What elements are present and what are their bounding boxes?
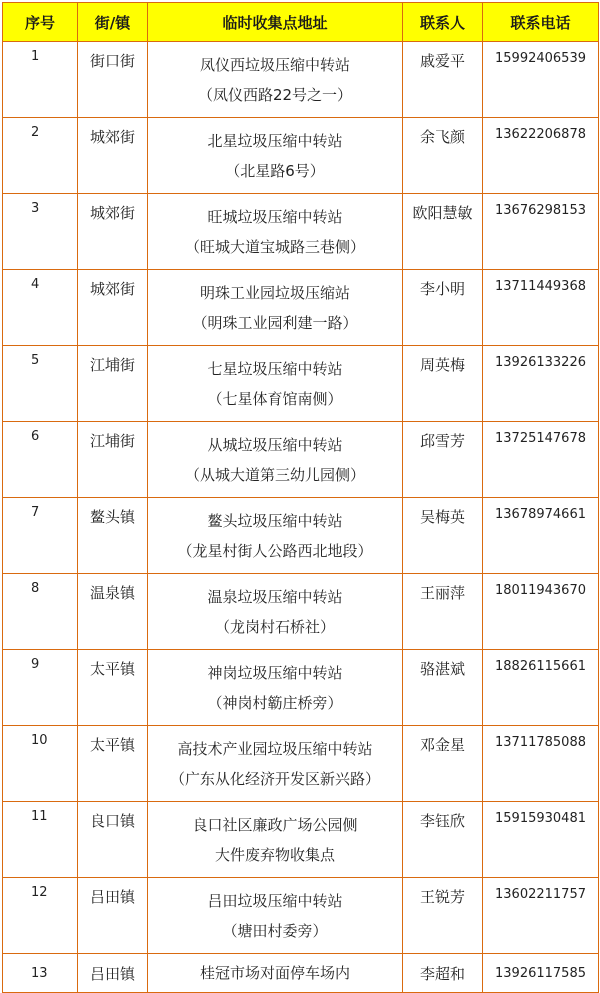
table-row (3, 42, 599, 118)
cell-address (148, 878, 403, 954)
cell-person: 余飞颜 (403, 118, 483, 194)
table-row (3, 726, 599, 802)
cell-person: 周英梅 (403, 346, 483, 422)
cell-address (148, 726, 403, 802)
cell-phone: 13711449368 (483, 270, 599, 346)
address-detail: （七星体育馆南侧） (207, 389, 343, 408)
cell-phone: 13926133226 (483, 346, 599, 422)
address-detail: （凤仪西路22号之一） (197, 85, 353, 104)
cell-address (148, 42, 403, 118)
address-name: 高技术产业园垃圾压缩中转站 (177, 739, 373, 758)
cell-person: 李超和 (403, 954, 483, 993)
cell-phone: 13711785088 (483, 726, 599, 802)
cell-idx: 12 (3, 878, 78, 954)
cell-idx: 13 (3, 954, 78, 993)
address-detail: 大件废弃物收集点 (214, 845, 335, 864)
cell-address (148, 270, 403, 346)
header-address: 临时收集点地址 (148, 3, 403, 42)
cell-phone: 18011943670 (483, 574, 599, 650)
cell-idx: 2 (3, 118, 78, 194)
table-row (3, 422, 599, 498)
cell-address (148, 498, 403, 574)
cell-phone: 13622206878 (483, 118, 599, 194)
collection-point-table (2, 2, 599, 993)
cell-street: 良口镇 (78, 802, 148, 878)
address-name: 吕田垃圾压缩中转站 (207, 891, 343, 910)
cell-address (148, 650, 403, 726)
header-phone: 联系电话 (483, 3, 599, 42)
address-name: 桂冠市场对面停车场内 (199, 964, 350, 982)
cell-street: 吕田镇 (78, 954, 148, 993)
table-row (3, 118, 599, 194)
address-detail: （神岗村簕庄桥旁） (207, 693, 343, 712)
cell-idx: 1 (3, 42, 78, 118)
cell-street: 鳌头镇 (78, 498, 148, 574)
cell-person: 邱雪芳 (403, 422, 483, 498)
cell-street: 城郊街 (78, 118, 148, 194)
address-name: 七星垃圾压缩中转站 (207, 359, 343, 378)
table-row (3, 574, 599, 650)
cell-phone: 13725147678 (483, 422, 599, 498)
cell-idx: 6 (3, 422, 78, 498)
cell-address (148, 422, 403, 498)
address-name: 从城垃圾压缩中转站 (207, 435, 343, 454)
table-row (3, 802, 599, 878)
cell-street: 街口街 (78, 42, 148, 118)
address-detail: （明珠工业园利建一路） (192, 313, 358, 332)
cell-phone: 13676298153 (483, 194, 599, 270)
header-person: 联系人 (403, 3, 483, 42)
cell-idx: 3 (3, 194, 78, 270)
cell-address (148, 574, 403, 650)
cell-idx: 4 (3, 270, 78, 346)
address-detail: （从城大道第三幼儿园侧） (184, 465, 365, 484)
cell-person: 李小明 (403, 270, 483, 346)
cell-person: 邓金星 (403, 726, 483, 802)
cell-idx: 8 (3, 574, 78, 650)
cell-address (148, 802, 403, 878)
table-row (3, 194, 599, 270)
cell-idx: 5 (3, 346, 78, 422)
header-street: 街/镇 (78, 3, 148, 42)
cell-person: 骆湛斌 (403, 650, 483, 726)
cell-address (148, 346, 403, 422)
table-row (3, 878, 599, 954)
table-row (3, 650, 599, 726)
cell-phone: 15915930481 (483, 802, 599, 878)
cell-address (148, 118, 403, 194)
cell-person: 李钰欣 (403, 802, 483, 878)
cell-person: 王锐芳 (403, 878, 483, 954)
address-name: 鳌头垃圾压缩中转站 (207, 511, 343, 530)
cell-address (148, 954, 403, 993)
cell-idx: 11 (3, 802, 78, 878)
address-name: 旺城垃圾压缩中转站 (207, 207, 343, 226)
cell-phone: 18826115661 (483, 650, 599, 726)
header-idx: 序号 (3, 3, 78, 42)
cell-idx: 10 (3, 726, 78, 802)
cell-phone: 13678974661 (483, 498, 599, 574)
cell-street: 太平镇 (78, 650, 148, 726)
cell-phone: 13926117585 (483, 954, 599, 993)
cell-street: 城郊街 (78, 194, 148, 270)
cell-address (148, 194, 403, 270)
cell-person: 戚爱平 (403, 42, 483, 118)
cell-phone: 15992406539 (483, 42, 599, 118)
address-name: 良口社区廉政广场公园侧 (192, 815, 358, 834)
address-detail: （塘田村委旁） (222, 921, 328, 940)
cell-street: 江埔街 (78, 346, 148, 422)
address-detail: （北星路6号） (225, 161, 325, 180)
cell-person: 王丽萍 (403, 574, 483, 650)
cell-idx: 9 (3, 650, 78, 726)
address-detail: （龙岗村石桥社） (214, 617, 335, 636)
table-header-row (3, 3, 599, 42)
address-detail: （旺城大道宝城路三巷侧） (184, 237, 365, 256)
address-name: 北星垃圾压缩中转站 (207, 131, 343, 150)
cell-phone: 13602211757 (483, 878, 599, 954)
address-detail: （龙星村街人公路西北地段） (177, 541, 373, 560)
cell-idx: 7 (3, 498, 78, 574)
cell-person: 欧阳慧敏 (403, 194, 483, 270)
address-name: 凤仪西垃圾压缩中转站 (199, 55, 350, 74)
cell-street: 城郊街 (78, 270, 148, 346)
address-detail: （广东从化经济开发区新兴路） (169, 769, 380, 788)
cell-street: 太平镇 (78, 726, 148, 802)
cell-person: 吴梅英 (403, 498, 483, 574)
table-row (3, 346, 599, 422)
cell-street: 吕田镇 (78, 878, 148, 954)
table-row (3, 498, 599, 574)
cell-street: 江埔街 (78, 422, 148, 498)
address-name: 神岗垃圾压缩中转站 (207, 663, 343, 682)
table-row (3, 270, 599, 346)
address-name: 明珠工业园垃圾压缩站 (199, 283, 350, 302)
table-row (3, 954, 599, 993)
cell-street: 温泉镇 (78, 574, 148, 650)
address-name: 温泉垃圾压缩中转站 (207, 587, 343, 606)
